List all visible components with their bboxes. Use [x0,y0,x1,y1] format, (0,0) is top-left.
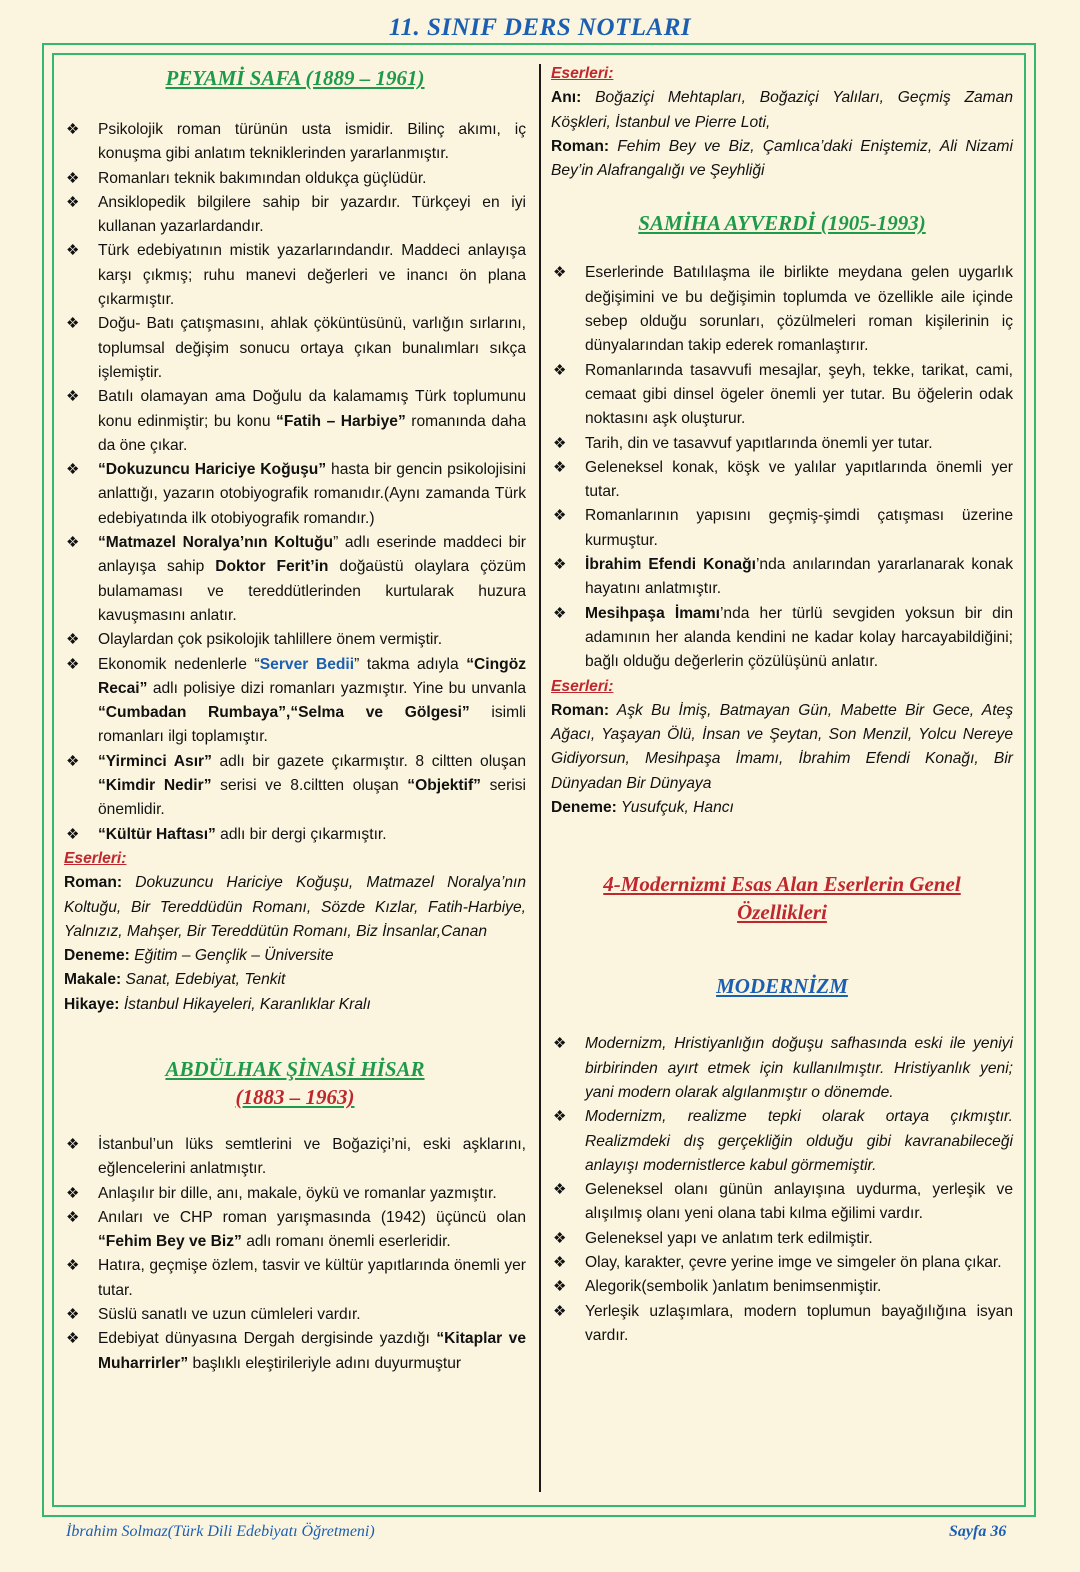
diamond-bullet-icon: ❖ [553,556,567,574]
right-column [551,62,1013,1348]
diamond-bullet-icon: ❖ [553,604,567,622]
peyami-safa-title: PEYAMİ SAFA (1889 – 1961) [165,66,425,90]
hisar-list [64,1133,526,1376]
list-item: ❖ Eserlerinde Batılılaşma ile birlikte meydana gelen uygarlık değişimini ve bu değişimin toplumda ve özellikle aile içinde sebep olduğu sorunları, çözülmeleri roman kişilerinin iç dünyalarından takip ederek romanlaştırır. [551,261,1013,358]
list-item: ❖ “Matmazel Noralya’nın Koltuğu” adlı eserinde maddeci bir anlayışa sahip Doktor Ferit’in doğaüstü olaylara çözüm bulamaması ve tereddütlerinden kurtularak huzura kavuşmasını anlatır. [64,531,526,628]
list-item: ❖ “Kültür Haftası” adlı bir dergi çıkarmıştır. [64,823,526,847]
list-item: ❖ Olay, karakter, çevre yerine imge ve simgeler ön plana çıkar. [551,1251,1013,1275]
diamond-bullet-icon: ❖ [553,1278,567,1296]
diamond-bullet-icon: ❖ [553,1035,567,1053]
ayverdi-list [551,261,1013,674]
ayverdi-works: Eserleri: Roman: Aşk Bu İmiş, Batmayan Gün, Mabette Bir Gece, Ateş Ağacı, Yaşayan Ölü, İnsan ve Şeytan, Son Menzil, Yolcu Nereye Gidiyorsun, Mesihpaşa İmamı, İbrahim Efendi Konağı, Bir Dünyadan Bir Dünyaya Deneme: Yusufçuk, Hancı [551,677,1013,817]
diamond-bullet-icon: ❖ [66,461,80,479]
list-item: ❖ Geleneksel yapı ve anlatım terk edilmiştir. [551,1227,1013,1251]
diamond-bullet-icon: ❖ [66,169,80,187]
list-item: ❖ Alegorik(sembolik )anlatım benimsenmiştir. [551,1275,1013,1299]
diamond-bullet-icon: ❖ [66,1330,80,1348]
diamond-bullet-icon: ❖ [553,1181,567,1199]
works-heading: Eserleri: [551,677,614,695]
hisar-works: Eserleri: Anı: Boğaziçi Mehtapları, Boğaziçi Yalıları, Geçmiş Zaman Köşkleri, İstanbul ve Pierre Loti, Roman: Fehim Bey ve Biz, Çamlıca’daki Eniştemiz, Ali Nizami Bey’in Alafrangalığı ve Şeyhliği [551,65,1013,180]
diamond-bullet-icon: ❖ [553,1229,567,1247]
diamond-bullet-icon: ❖ [553,1253,567,1271]
modernizm-list [551,1032,1013,1348]
diamond-bullet-icon: ❖ [553,361,567,379]
diamond-bullet-icon: ❖ [66,1184,80,1202]
diamond-bullet-icon: ❖ [66,1257,80,1275]
list-item: ❖ Geleneksel olanı günün anlayışına uydurma, yerleşik ve alışılmış olanı yeni olana tabi kılma eğilimi vardır. [551,1178,1013,1227]
list-item: ❖ Yerleşik uzlaşımlara, modern toplumun bayağılığına isyan vardır. [551,1300,1013,1349]
diamond-bullet-icon: ❖ [553,507,567,525]
peyami-safa-works: Eserleri: Roman: Dokuzuncu Hariciye Koğuşu, Matmazel Noralya’nın Koltuğu, Bir Tereddüdün Romanı, Sözde Kızlar, Fatih-Harbiye, Yalnızız, Mahşer, Bir Tereddütün Romanı, Biz İnsanlar,Canan Deneme: Eğitim – Gençlik – Üniversite Makale: Sanat, Edebiyat, Tenkit Hikaye: İstanbul Hikayeleri, Karanlıklar Kralı [64,849,526,1013]
diamond-bullet-icon: ❖ [66,631,80,649]
column-divider [539,64,541,1492]
diamond-bullet-icon: ❖ [66,315,80,333]
diamond-bullet-icon: ❖ [553,1108,567,1126]
diamond-bullet-icon: ❖ [553,1302,567,1320]
diamond-bullet-icon: ❖ [66,655,80,673]
list-item: ❖ “Dokuzuncu Hariciye Koğuşu” hasta bir gencin psikolojisini anlattığı, yazarın otobiyografik romanıdır.(Aynı zamanda Türk edebiyatında ilk otobiyografik romandır.) [64,458,526,531]
page-title: 11. SINIF DERS NOTLARI [388,14,692,41]
list-item: ❖ Modernizm, realizme tepki olarak ortaya çıkmıştır. Realizmdeki dış gerçekliğin olduğu gibi kavranabileceği anlayışı modernistlerce kabul görmemiştir. [551,1105,1013,1178]
list-item: ❖ Doğu- Batı çatışmasını, ahlak çöküntüsünü, varlığın sırlarını, toplumsal değişim sonucu ortaya çıkan bunalımları sıkça işlemiştir. [64,312,526,385]
diamond-bullet-icon: ❖ [66,388,80,406]
diamond-bullet-icon: ❖ [66,825,80,843]
diamond-bullet-icon: ❖ [66,193,80,211]
hisar-title: ABDÜLHAK ŞİNASİ HİSAR (1883 – 1963) [165,1056,425,1109]
footer-author: İbrahim Solmaz(Türk Dili Edebiyatı Öğretmeni) [66,1523,375,1540]
diamond-bullet-icon: ❖ [553,434,567,452]
modernizm-title: MODERNİZM [716,974,848,999]
list-item: ❖ Romanlarının yapısını geçmiş-şimdi çatışması üzerine kurmuştur. [551,504,1013,553]
diamond-bullet-icon: ❖ [553,458,567,476]
list-item: ❖ Türk edebiyatının mistik yazarlarındandır. Maddeci anlayışa karşı çıkmış; ruhu manevi değerleri ve inancı ön plana çıkarmıştır. [64,239,526,312]
diamond-bullet-icon: ❖ [66,752,80,770]
list-item: ❖ Tarih, din ve tasavvuf yapıtlarında önemli yer tutar. [551,432,1013,456]
list-item: ❖ Romanları teknik bakımından oldukça güçlüdür. [64,167,526,191]
list-item: ❖ Anıları ve CHP roman yarışmasında (1942) üçüncü olan “Fehim Bey ve Biz” adlı romanı önemli eserleridir. [64,1206,526,1255]
list-item: ❖ Olaylardan çok psikolojik tahlillere önem vermiştir. [64,628,526,652]
diamond-bullet-icon: ❖ [66,534,80,552]
list-item: ❖ Süslü sanatlı ve uzun cümleleri vardır. [64,1303,526,1327]
peyami-safa-list [64,118,526,847]
list-item: ❖ Ansiklopedik bilgilere sahip bir yazardır. Türkçeyi en iyi kullanan yazarlardandır. [64,191,526,240]
list-item: ❖ Psikolojik roman türünün usta ismidir. Bilinç akımı, iç konuşma gibi anlatım tekniklerinden yararlanmıştır. [64,118,526,167]
diamond-bullet-icon: ❖ [66,121,80,138]
list-item: ❖ Batılı olamayan ama Doğulu da kalamamış Türk toplumunu konu edinmiştir; bu konu “Fatih – Harbiye” romanında daha da öne çıkar. [64,385,526,458]
list-item: ❖ Mesihpaşa İmamı’nda her türlü sevgiden yoksun bir din adamının her alanda kendini ne kadar kolay harcayabildiğini; bağlı olduğu değerlerin çözülüşünü anlatır. [551,602,1013,675]
list-item: ❖ İstanbul’un lüks semtlerini ve Boğaziçi’ni, eski aşklarını, eğlencelerini anlatmıştır. [64,1133,526,1182]
list-item: ❖ Romanlarında tasavvufi mesajlar, şeyh, tekke, tarikat, cami, cemaat gibi dinsel ögeler önemli yer tutar. Bu öğelerin odak noktasını aşk oluşturur. [551,359,1013,432]
page-number: Sayfa 36 [949,1523,1007,1540]
list-item: ❖ Ekonomik nedenlerle “Server Bedii” takma adıyla “Cingöz Recai” adlı polisiye dizi romanları yazmıştır. Yine bu unvanla “Cumbadan Rumbaya”,“Selma ve Gölgesi” isimli romanları ilgi toplamıştır. [64,653,526,750]
diamond-bullet-icon: ❖ [66,1306,80,1324]
works-heading: Eserleri: [64,849,127,867]
modernism-features-heading: 4-Modernizmi Esas Alan Eserlerin Genel Özellikleri [603,872,961,925]
list-item: ❖ Edebiyat dünyasına Dergah dergisinde yazdığı “Kitaplar ve Muharrirler” başlıklı eleştirileriyle adını duyurmuştur [64,1327,526,1376]
list-item: ❖ Hatıra, geçmişe özlem, tasvir ve kültür yapıtlarında önemli yer tutar. [64,1254,526,1303]
left-column [64,62,526,1376]
list-item: ❖ İbrahim Efendi Konağı’nda anılarından yararlanarak konak hayatını anlatmıştır. [551,553,1013,602]
works-heading: Eserleri: [551,65,614,82]
list-item: ❖ Anlaşılır bir dille, anı, makale, öykü ve romanlar yazmıştır. [64,1182,526,1206]
list-item: ❖ “Yirminci Asır” adlı bir gazete çıkarmıştır. 8 ciltten oluşan “Kimdir Nedir” serisi ve 8.ciltten oluşan “Objektif” serisi önemlidir. [64,750,526,823]
diamond-bullet-icon: ❖ [66,1208,80,1226]
diamond-bullet-icon: ❖ [553,264,567,282]
list-item: ❖ Modernizm, Hristiyanlığın doğuşu safhasında eski ile yeniyi birbirinden ayırt etmek için kullanılmıştır. Hristiyanlık yeni; yani modern olarak algılanmıştır o dönemde. [551,1032,1013,1105]
ayverdi-title: SAMİHA AYVERDİ (1905-1993) [638,211,926,236]
diamond-bullet-icon: ❖ [66,1135,80,1153]
diamond-bullet-icon: ❖ [66,242,80,260]
list-item: ❖ Geleneksel konak, köşk ve yalılar yapıtlarında önemli yer tutar. [551,456,1013,505]
